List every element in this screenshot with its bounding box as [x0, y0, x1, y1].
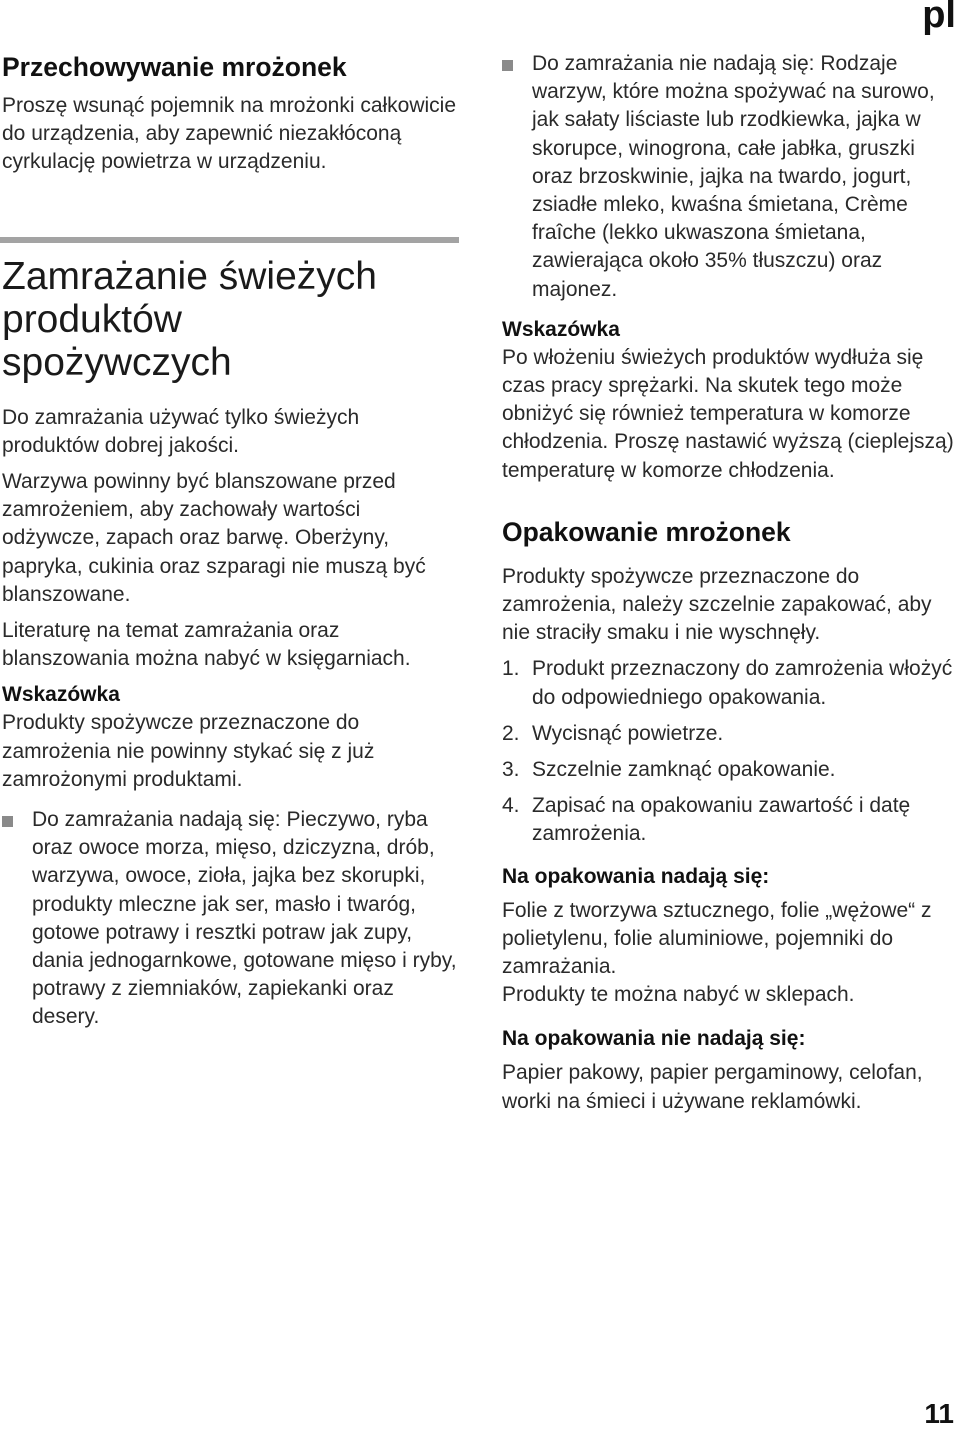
packaging-step: [502, 655, 954, 711]
step-text: Szczelnie zamknąć opakowanie.: [532, 758, 836, 782]
suitable-packaging-heading: Na opakowania nadają się:: [502, 864, 770, 888]
suitable-packaging-text: Folie z tworzywa sztucznego, folie „wężowe“ z polietylenu, folie aluminiowe, pojemniki do zamrażania.: [502, 898, 932, 979]
unsuitable-bullet: [502, 50, 954, 304]
language-code: pl: [922, 0, 956, 36]
unsuitable-text: Do zamrażania nie nadają się: Rodzaje warzyw, które można spożywać na surowo, jak sałaty liściaste lub rzodkiewka, jajka w skorupce, winogrona, całe jabłka, gruszki oraz brzoskwinie, jajka na twardo, jogurt, zsiadłe mleko, kwaśna śmietana, Crème fraîche (lekko ukwaszona śmietana, zawierająca około 35% tłuszczu) oraz majonez.: [532, 52, 935, 301]
bullet-square-icon: [502, 60, 513, 71]
storage-text: Proszę wsunąć pojemnik na mrożonki całkowicie do urządzenia, aby zapewnić niezakłóconą cyrkulację powietrza w urządzeniu.: [2, 94, 457, 174]
page-number: 11: [924, 1398, 954, 1429]
step-number: 1.: [502, 657, 520, 681]
left-column: [2, 50, 458, 1032]
packaging-step: [502, 756, 954, 784]
packaging-steps-list: [502, 655, 954, 848]
packaging-intro: Produkty spożywcze przeznaczone do zamrożenia, należy szczelnie zapakować, aby nie straciły smaku i nie wyschnęły.: [502, 564, 932, 645]
freezing-title: [2, 255, 458, 384]
freezing-paragraph-2: Warzywa powinny być blanszowane przed zamrożeniem, aby zachowały wartości odżywcze, zapach oraz barwę. Oberżyny, papryka, cukinia oraz szparagi nie muszą być blanszowane.: [2, 470, 426, 606]
packaging-heading: Opakowanie mrożonek: [502, 516, 791, 547]
unsuitable-packaging-text: Papier pakowy, papier pergaminowy, celofan, worki na śmieci i używane reklamówki.: [502, 1061, 923, 1113]
step-text: Zapisać na opakowaniu zawartość i datę zamrożenia.: [532, 794, 911, 846]
bullet-square-icon: [2, 816, 13, 827]
unsuitable-packaging-heading: Na opakowania nie nadają się:: [502, 1027, 806, 1051]
freezing-paragraph-1: Do zamrażania używać tylko świeżych produktów dobrej jakości.: [2, 405, 360, 457]
right-column: [502, 50, 954, 1116]
note2-heading: Wskazówka: [502, 317, 620, 341]
note-text: Produkty spożywcze przeznaczone do zamrożenia nie powinny stykać się z już zamrożonymi produktami.: [2, 711, 375, 791]
freezing-title-line-1: Zamrażanie świeżych: [2, 254, 377, 298]
note-heading: Wskazówka: [2, 683, 120, 707]
freezing-paragraph-3: Literaturę na temat zamrażania oraz blanszowania można nabyć w księgarniach.: [2, 619, 411, 671]
freezing-title-line-3: spożywczych: [2, 340, 232, 384]
suitable-bullet: [2, 806, 458, 1032]
section-divider: [0, 237, 459, 243]
step-number: 4.: [502, 794, 520, 818]
freezing-title-line-2: produktów: [2, 297, 182, 341]
storage-heading: Przechowywanie mrożonek: [2, 52, 347, 82]
suitable-packaging-text-2: Produkty te można nabyć w sklepach.: [502, 983, 855, 1007]
packaging-step: [502, 792, 954, 848]
packaging-step: [502, 720, 954, 748]
step-number: 2.: [502, 721, 520, 745]
step-number: 3.: [502, 758, 520, 782]
step-text: Produkt przeznaczony do zamrożenia włożyć do odpowiedniego opakowania.: [532, 657, 953, 709]
suitable-text: Do zamrażania nadają się: Pieczywo, ryba oraz owoce morza, mięso, dziczyzna, drób, warzywa, owoce, zioła, jajka bez skorupki, produkty mleczne jak ser, masło i twaróg, gotowe potrawy i resztki potraw jak zupy, dania jednogarnkowe, gotowane mięso i ryby, potrawy z ziemniaków, zapiekanki oraz desery.: [32, 808, 457, 1029]
step-text: Wycisnąć powietrze.: [532, 721, 724, 745]
note2-text: Po włożeniu świeżych produktów wydłuża się czas pracy sprężarki. Na skutek tego może obniżyć się również temperatura w komorze chłodzenia. Proszę nastawić wyższą (cieplejszą) temperaturę w komorze chłodzenia.: [502, 345, 954, 482]
